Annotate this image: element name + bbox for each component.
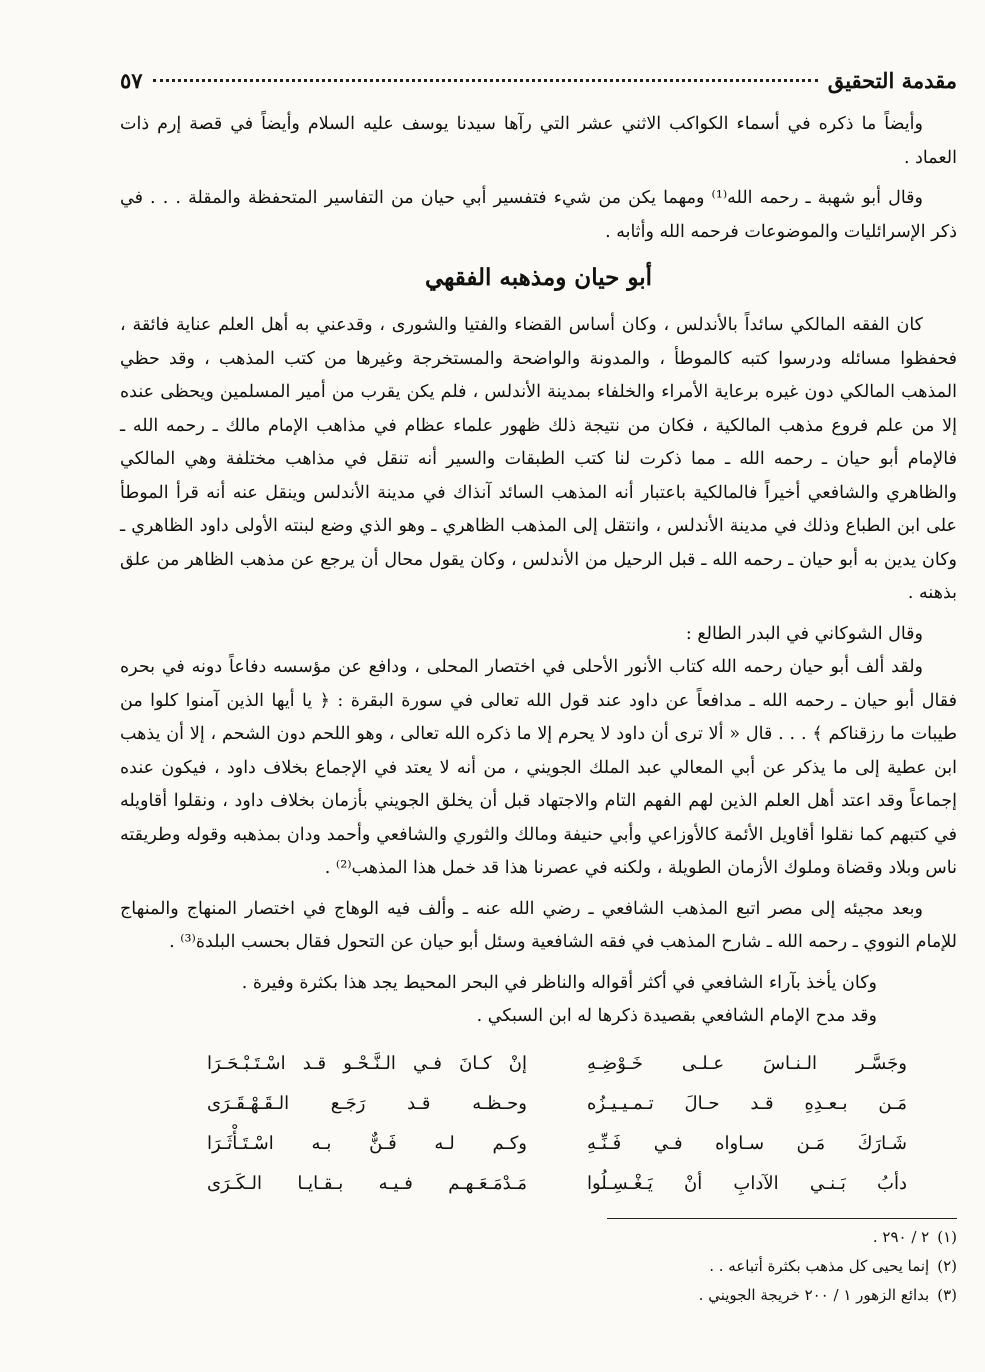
footnote-number: (٢) [937, 1256, 957, 1275]
verse-first-hemistich: دأبُ بَـنـي الآدابِ أنْ يَـغْـسِـلُوا [587, 1172, 907, 1194]
footnote [120, 1281, 957, 1310]
paragraph: ولقد ألف أبو حيان رحمه الله كتاب الأنور الأحلى في اختصار المحلى ، ودافع عن مؤسسه دفاعاً دونه في بحره فقال أبو حيان ـ رحمه الله ـ مدافعاً عن داود عند قول الله تعالى في سورة البقرة : ﴿ يا أيها الذين آمنوا كلوا من طيبات ما رزقناكم ﴾ . . . قال « ألا ترى أن داود لا يحرم إلا ما ذكره الله تعالى ، وهو اللحم دون الشحم ، إلا أن يذهب ابن عطية إلى ما يذكر عن أبي المعالي عبد الملك الجويني ، من أنه لا يعتد في الإجماع بخلاف داود ، فيكون عنده إجماعاً وقد اعتد أهل العلم الذين لهم الفهم التام والاجتهاد قبل أن يخلق الجويني بأزمان بخلاف داود ، ونقلوا أقاويله في كتبهم كما نقلوا أقاويل الأئمة كالأوزاعي وأبي حنيفة ومالك والثوري والشافعي وأحمد ودان بمذهبه وقوله وطريقته ناس وبلاد وقضاة وملوك الأزمان الطويلة ، ولكنه في عصرنا هذا قد خمل هذا المذهب⁽²⁾ . [120, 657, 957, 878]
poem [207, 1044, 907, 1204]
poem-verse [207, 1044, 907, 1084]
paragraph: كان الفقه المالكي سائداً بالأندلس ، وكان أساس القضاء والفتيا والشورى ، وقدعني به أهل العلم عناية فائقة ، فحفظوا مسائله ودرسوا كتبه كالموطأ ، والمدونة والواضحة والمستخرجة وغيرها من كتب المذهب ، وقد حظي المذهب المالكي دون غيره برعاية الأمراء والخلفاء بمدينة الأندلس ، فلم يكن يقرب من أمير المسلمين ويحظى عنده إلا من علم فروع مذهب المالكية ، فكان من نتيجة ذلك ظهور علماء عظام في مذاهب الإمام مالك ـ رحمه الله ـ فالإمام أبو حيان ـ رحمه الله ـ مما ذكرت لنا كتب الطبقات والسير أنه تنقل في مذاهب مختلفة وهي المالكي والظاهري والشافعي أخيراً فالمالكية باعتبار أنه المذهب السائد آنذاك في مدينة الأندلس وينقل عنه أنه قرأ الموطأ على ابن الطباع وذلك في مدينة الأندلس ، وانتقل إلى المذهب الظاهري ـ وهو الذي وضع لبنته الأولى داود الظاهري ـ وكان يدين به أبو حيان ـ رحمه الله ـ قبل الرحيل من الأندلس ، وكان يقول محال أن يرجع عن مذهب الظاهر من علق بذهنه . [120, 315, 957, 603]
footnote [120, 1223, 957, 1252]
verse-first-hemistich: مَـن بـعـدِهِ قـد حـالَ تـمـيـيـزُه [587, 1092, 907, 1114]
paragraph: وأيضاً ما ذكره في أسماء الكواكب الاثني عشر التي رآها سيدنا يوسف عليه السلام وأيضاً في قصة إرم ذات العماد . [120, 114, 957, 168]
paragraph: وبعد مجيئه إلى مصر اتبع المذهب الشافعي ـ رضي الله عنه ـ وألف فيه الوهاج في اختصار المنهاج والمنهاج للإمام النووي ـ رحمه الله ـ شارح المذهب في فقه الشافعية وسئل أبو حيان عن التحول فقال بحسب البلدة⁽³⁾ . [120, 898, 957, 952]
paragraph: وقال الشوكاني في البدر الطالع : [685, 623, 923, 644]
footnote-divider [607, 1218, 957, 1219]
section-title: مقدمة التحقيق [827, 68, 957, 93]
poem-verse [207, 1124, 907, 1164]
verse-second-hemistich: مَـدْمَـعَـهـم فـيـه بـقـايـا الـكَـرَى [207, 1172, 527, 1194]
paragraph: وقال أبو شهبة ـ رحمه الله⁽¹⁾ ومهما يكن من شيء فتفسير أبي حيان من التفاسير المتحفظة والمقلة . . . في ذكر الإسرائليات والموضوعات فرحمه الله وأثابه . [120, 188, 957, 242]
section-heading: أبو حيان ومذهبه الفقهي [424, 264, 653, 291]
page-header [120, 68, 957, 108]
verse-second-hemistich: إنْ كـانَ فـي الـنَّـحْـو قـد اسْـتَـبْـحَـرَا [207, 1052, 527, 1074]
footnote-text: بدائع الزهور ١ / ٢٠٠ خريجة الجويني . [698, 1285, 930, 1304]
poem-verse [207, 1164, 907, 1204]
poem-verse [207, 1084, 907, 1124]
footnote-number: (٣) [937, 1285, 957, 1304]
page-number: ٥٧ [120, 68, 143, 93]
footnote-number: (١) [937, 1227, 957, 1246]
verse-first-hemistich: شَـارَكَ مَـن سـاواه فـي فَـنِّـهِ [587, 1132, 907, 1154]
paragraph: وقد مدح الإمام الشافعي بقصيدة ذكرها له ابن السبكي . [476, 1006, 877, 1026]
verse-second-hemistich: وكـم لـه فَـنٌّ بـه اسْـتَـأْثَـرَا [207, 1132, 527, 1154]
verse-first-hemistich: وجَسَّـر الـنـاسَ عـلـى خَـوْضِـهِ [587, 1052, 907, 1074]
footnote-text: إنما يحيى كل مذهب بكثرة أتباعه . . [709, 1256, 930, 1275]
paragraph: وكان يأخذ بآراء الشافعي في أكثر أقواله والناظر في البحر المحيط يجد هذا بكثرة وفيرة . [241, 972, 877, 993]
verse-second-hemistich: وحـظـه قـد رَجَـع الـقَـهْـقَـرَى [207, 1092, 527, 1114]
footnote-text: ٢ / ٢٩٠ . [872, 1227, 930, 1246]
footnote [120, 1252, 957, 1281]
header-dot-leader [153, 79, 818, 82]
